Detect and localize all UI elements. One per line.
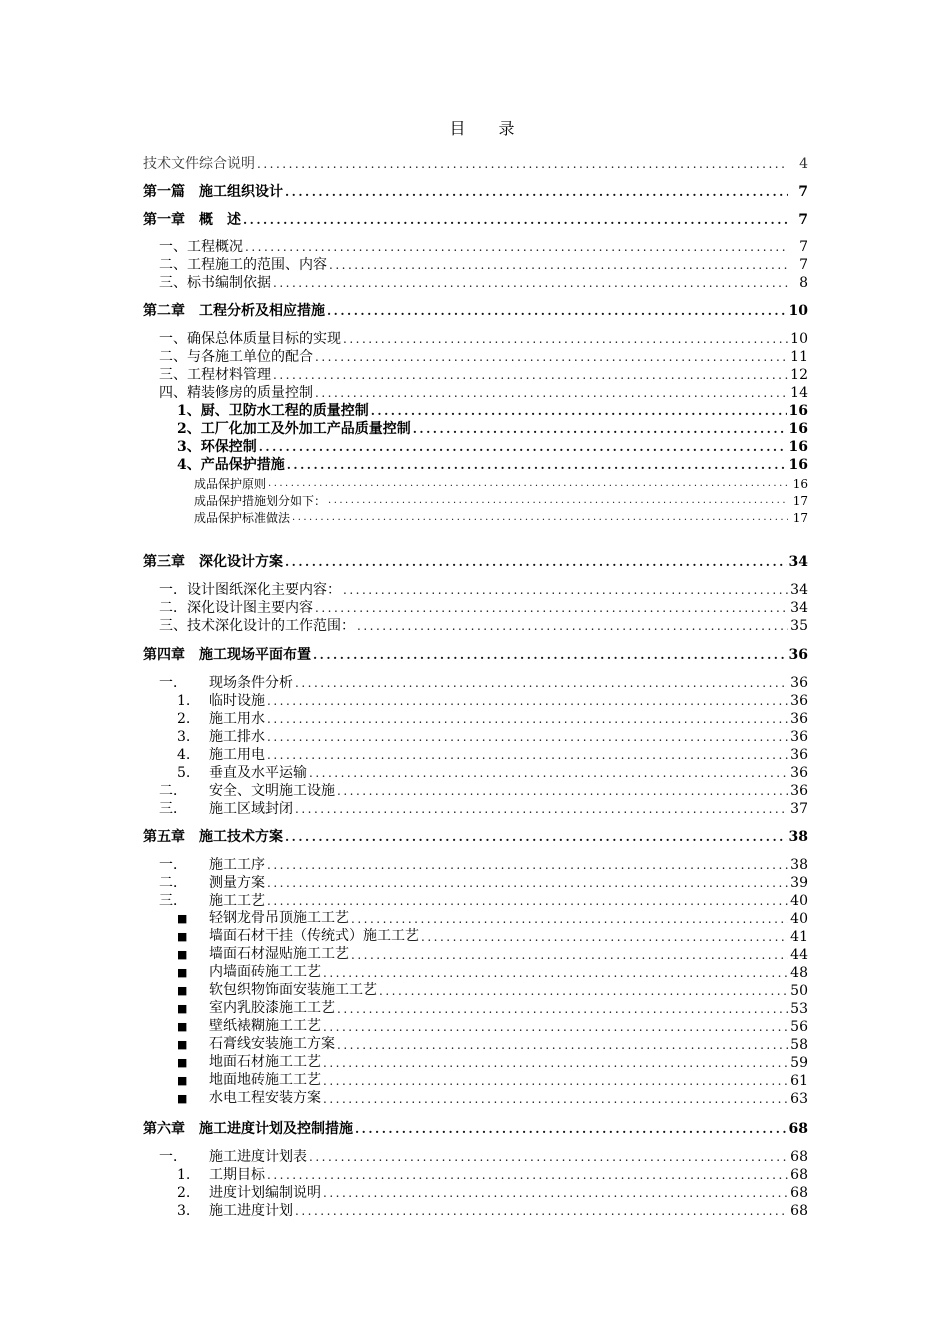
toc-entry-title: 墙面石材干挂（传统式）施工工艺 bbox=[209, 928, 419, 944]
toc-entry-title: 第四章 施工现场平面布置 bbox=[143, 647, 311, 663]
toc-entry-page: 16 bbox=[788, 403, 808, 419]
dot-leader bbox=[268, 475, 788, 493]
toc-entry-title: 施工区域封闭 bbox=[209, 801, 293, 817]
toc-entry-title: 第一章 概 述 bbox=[143, 212, 241, 228]
toc-entry[interactable] bbox=[143, 674, 808, 692]
dot-leader bbox=[285, 183, 788, 201]
toc-entry-marker: 1. bbox=[177, 693, 191, 709]
dot-leader bbox=[267, 856, 788, 874]
toc-entry-page: 44 bbox=[790, 947, 808, 963]
toc-entry-title: 技术文件综合说明 bbox=[143, 156, 255, 172]
toc-entry[interactable] bbox=[143, 183, 808, 201]
toc-entry-page: 11 bbox=[790, 349, 808, 365]
dot-leader bbox=[337, 782, 788, 800]
toc-entry[interactable] bbox=[143, 710, 808, 728]
dot-leader bbox=[351, 910, 788, 928]
dot-leader bbox=[337, 1036, 788, 1054]
dot-leader bbox=[285, 553, 787, 571]
toc-entry-page: 68 bbox=[788, 1121, 808, 1137]
toc-entry-page: 36 bbox=[790, 711, 808, 727]
toc-entry-title: 四、精装修房的质量控制 bbox=[159, 385, 313, 401]
bullet-square-icon: ■ bbox=[177, 966, 188, 979]
toc-entry-title: 水电工程安装方案 bbox=[209, 1090, 321, 1106]
toc-entry[interactable] bbox=[143, 438, 808, 456]
toc-entry-page: 37 bbox=[790, 801, 808, 817]
toc-entry-page: 36 bbox=[790, 675, 808, 691]
bullet-square-icon: ■ bbox=[177, 1038, 188, 1051]
toc-entry[interactable] bbox=[143, 874, 808, 892]
toc-heading: 目 录 bbox=[449, 119, 529, 138]
toc-entry-page: 39 bbox=[790, 875, 808, 891]
toc-entry[interactable] bbox=[143, 302, 808, 320]
toc-entry-title: 施工进度计划 bbox=[209, 1203, 293, 1219]
toc-entry-page: 8 bbox=[799, 275, 808, 291]
toc-entry[interactable] bbox=[143, 1036, 808, 1054]
toc-entry[interactable] bbox=[143, 348, 808, 366]
dot-leader bbox=[328, 492, 788, 510]
toc-entry[interactable] bbox=[143, 1018, 808, 1036]
toc-entry-title: 施工工艺 bbox=[209, 893, 265, 909]
toc-entry[interactable] bbox=[143, 964, 808, 982]
toc-entry-page: 16 bbox=[788, 457, 808, 473]
dot-leader bbox=[355, 1120, 787, 1138]
toc-entry[interactable] bbox=[143, 1148, 808, 1166]
toc-entry-marker: 4. bbox=[177, 747, 191, 763]
toc-entry-title: 第一篇 施工组织设计 bbox=[143, 184, 283, 200]
toc-entry[interactable] bbox=[143, 746, 808, 764]
toc-entry-title: 进度计划编制说明 bbox=[209, 1185, 321, 1201]
toc-entry[interactable] bbox=[143, 1072, 808, 1090]
dot-leader bbox=[327, 302, 787, 320]
dot-leader bbox=[245, 238, 788, 256]
toc-entry[interactable] bbox=[143, 1184, 808, 1202]
dot-leader bbox=[371, 402, 787, 420]
toc-entry-page: 40 bbox=[790, 893, 808, 909]
toc-entry-title: 二、与各施工单位的配合 bbox=[159, 349, 313, 365]
toc-entry-title: 第五章 施工技术方案 bbox=[143, 829, 283, 845]
dot-leader bbox=[267, 892, 788, 910]
toc-entry-page: 56 bbox=[790, 1019, 808, 1035]
dot-leader bbox=[323, 1054, 788, 1072]
bullet-square-icon: ■ bbox=[177, 948, 188, 961]
toc-entry-page: 17 bbox=[792, 494, 808, 508]
toc-entry[interactable] bbox=[143, 155, 808, 173]
toc-entry-title: 第六章 施工进度计划及控制措施 bbox=[143, 1121, 353, 1137]
dot-leader bbox=[357, 617, 788, 635]
toc-entry-title: 成品保护标准做法 bbox=[194, 511, 291, 525]
toc-entry-marker: 三． bbox=[159, 801, 187, 817]
toc-entry[interactable] bbox=[143, 692, 808, 710]
toc-entry[interactable] bbox=[143, 330, 808, 348]
bullet-square-icon: ■ bbox=[177, 1092, 188, 1105]
toc-entry-title: 二．深化设计图主要内容 bbox=[159, 600, 313, 616]
toc-entry-title: 一、确保总体质量目标的实现 bbox=[159, 331, 341, 347]
toc-entry[interactable] bbox=[143, 366, 808, 384]
toc-entry-page: 7 bbox=[798, 212, 808, 228]
toc-entry-title: 三、技术深化设计的工作范围： bbox=[159, 618, 355, 634]
dot-leader bbox=[267, 874, 788, 892]
toc-entry-page: 36 bbox=[790, 747, 808, 763]
dot-leader bbox=[295, 674, 788, 692]
dot-leader bbox=[285, 828, 787, 846]
dot-leader bbox=[267, 692, 788, 710]
toc-entry[interactable] bbox=[143, 982, 808, 1000]
toc-entry[interactable] bbox=[143, 892, 808, 910]
dot-leader bbox=[323, 1072, 788, 1090]
toc-entry[interactable] bbox=[143, 1054, 808, 1072]
toc-entry[interactable] bbox=[143, 402, 808, 420]
toc-entry[interactable] bbox=[143, 553, 808, 571]
toc-entry-page: 38 bbox=[788, 829, 808, 845]
dot-leader bbox=[257, 155, 788, 173]
dot-leader bbox=[267, 1166, 788, 1184]
bullet-square-icon: ■ bbox=[177, 1056, 188, 1069]
toc-entry[interactable] bbox=[143, 946, 808, 964]
toc-entry-page: 41 bbox=[790, 929, 808, 945]
bullet-square-icon: ■ bbox=[177, 1020, 188, 1033]
toc-entry[interactable] bbox=[143, 617, 808, 635]
toc-entry-page: 10 bbox=[788, 303, 808, 319]
dot-leader bbox=[315, 599, 788, 617]
toc-entry-title: 施工排水 bbox=[209, 729, 265, 745]
toc-entry-title: 壁纸裱糊施工工艺 bbox=[209, 1018, 321, 1034]
toc-entry[interactable] bbox=[143, 910, 808, 928]
toc-entry-title: 三、标书编制依据 bbox=[159, 275, 271, 291]
toc-entry-page: 7 bbox=[799, 257, 808, 273]
toc-entry-marker: 一． bbox=[159, 675, 187, 691]
toc-entry[interactable] bbox=[143, 211, 808, 229]
bullet-square-icon: ■ bbox=[177, 1074, 188, 1087]
toc-entry-marker: 3. bbox=[177, 729, 191, 745]
toc-entry-title: 4、产品保护措施 bbox=[177, 457, 285, 473]
dot-leader bbox=[379, 982, 788, 1000]
toc-entry-title: 一．设计图纸深化主要内容： bbox=[159, 582, 341, 598]
toc-entry-page: 36 bbox=[790, 765, 808, 781]
toc-entry-title: 二、工程施工的范围、内容 bbox=[159, 257, 327, 273]
toc-entry[interactable] bbox=[143, 928, 808, 946]
dot-leader bbox=[343, 581, 788, 599]
dot-leader bbox=[315, 348, 788, 366]
toc-entry-page: 53 bbox=[790, 1001, 808, 1017]
toc-entry-page: 68 bbox=[790, 1149, 808, 1165]
toc-entry-title: 地面地砖施工工艺 bbox=[209, 1072, 321, 1088]
toc-entry-marker: 5. bbox=[177, 765, 191, 781]
toc-entry-title: 测量方案 bbox=[209, 875, 265, 891]
toc-entry-title: 第二章 工程分析及相应措施 bbox=[143, 303, 325, 319]
toc-entry[interactable] bbox=[143, 238, 808, 256]
toc-entry-page: 7 bbox=[799, 239, 808, 255]
dot-leader bbox=[267, 710, 788, 728]
dot-leader bbox=[309, 764, 788, 782]
toc-entry-title: 施工用电 bbox=[209, 747, 265, 763]
toc-entry-title: 施工工序 bbox=[209, 857, 265, 873]
toc-entry-page: 12 bbox=[790, 367, 808, 383]
toc-entry-title: 1、厨、卫防水工程的质量控制 bbox=[177, 403, 369, 419]
toc-entry-title: 3、环保控制 bbox=[177, 439, 257, 455]
toc-entry-page: 68 bbox=[790, 1167, 808, 1183]
toc-entry[interactable] bbox=[143, 764, 808, 782]
toc-entry-title: 工期目标 bbox=[209, 1167, 265, 1183]
toc-entry[interactable] bbox=[143, 509, 808, 527]
toc-entry-marker: 二． bbox=[159, 875, 187, 891]
dot-leader bbox=[313, 646, 787, 664]
toc-entry-page: 35 bbox=[790, 618, 808, 634]
toc-entry-title: 内墙面砖施工工艺 bbox=[209, 964, 321, 980]
dot-leader bbox=[323, 1090, 788, 1108]
toc-entry-title: 地面石材施工工艺 bbox=[209, 1054, 321, 1070]
toc-entry[interactable] bbox=[143, 256, 808, 274]
toc-entry-marker: 二． bbox=[159, 783, 187, 799]
toc-entry-marker: 1. bbox=[177, 1167, 191, 1183]
toc-entry[interactable] bbox=[143, 475, 808, 493]
toc-entry-title: 施工用水 bbox=[209, 711, 265, 727]
dot-leader bbox=[292, 509, 788, 527]
toc-entry-title: 轻钢龙骨吊顶施工工艺 bbox=[209, 910, 349, 926]
toc-entry[interactable] bbox=[143, 1090, 808, 1108]
toc-entry-page: 68 bbox=[790, 1203, 808, 1219]
toc-entry-page: 36 bbox=[790, 729, 808, 745]
toc-entry-title: 垂直及水平运输 bbox=[209, 765, 307, 781]
toc-entry-title: 软包织物饰面安装施工工艺 bbox=[209, 982, 377, 998]
toc-entry-page: 40 bbox=[790, 911, 808, 927]
toc-entry[interactable] bbox=[143, 828, 808, 846]
dot-leader bbox=[315, 384, 788, 402]
toc-entry-title: 一、工程概况 bbox=[159, 239, 243, 255]
toc-entry-page: 50 bbox=[790, 983, 808, 999]
dot-leader bbox=[323, 1184, 788, 1202]
toc-entry-title: 安全、文明施工设施 bbox=[209, 783, 335, 799]
toc-entry-title: 现场条件分析 bbox=[209, 675, 293, 691]
toc-entry[interactable] bbox=[143, 420, 808, 438]
dot-leader bbox=[287, 456, 787, 474]
toc-entry-marker: 2. bbox=[177, 711, 191, 727]
toc-entry-page: 16 bbox=[788, 439, 808, 455]
dot-leader bbox=[295, 1202, 788, 1220]
toc-entry-title: 成品保护原则 bbox=[194, 477, 267, 491]
dot-leader bbox=[421, 928, 788, 946]
toc-entry[interactable] bbox=[143, 856, 808, 874]
toc-entry[interactable] bbox=[143, 1120, 808, 1138]
toc-entry[interactable] bbox=[143, 1166, 808, 1184]
dot-leader bbox=[323, 1018, 788, 1036]
toc-entry-page: 10 bbox=[790, 331, 808, 347]
dot-leader bbox=[267, 728, 788, 746]
toc-entry-page: 36 bbox=[790, 693, 808, 709]
toc-entry[interactable] bbox=[143, 492, 808, 510]
dot-leader bbox=[259, 438, 787, 456]
toc-entry-page: 34 bbox=[788, 554, 808, 570]
dot-leader bbox=[323, 964, 788, 982]
dot-leader bbox=[273, 366, 788, 384]
toc-entry-title: 2、工厂化加工及外加工产品质量控制 bbox=[177, 421, 411, 437]
toc-entry[interactable] bbox=[143, 1000, 808, 1018]
toc-entry-page: 48 bbox=[790, 965, 808, 981]
dot-leader bbox=[309, 1148, 788, 1166]
toc-entry-page: 7 bbox=[798, 184, 808, 200]
toc-entry-page: 61 bbox=[790, 1073, 808, 1089]
toc-entry-page: 34 bbox=[790, 600, 808, 616]
toc-entry[interactable] bbox=[143, 728, 808, 746]
toc-entry-page: 38 bbox=[790, 857, 808, 873]
dot-leader bbox=[337, 1000, 788, 1018]
toc-entry-marker: 3. bbox=[177, 1203, 191, 1219]
dot-leader bbox=[351, 946, 788, 964]
toc-entry-title: 成品保护措施划分如下： bbox=[194, 494, 327, 508]
toc-entry-page: 68 bbox=[790, 1185, 808, 1201]
dot-leader bbox=[273, 274, 788, 292]
toc-entry[interactable] bbox=[143, 456, 808, 474]
toc-entry-page: 36 bbox=[788, 647, 808, 663]
bullet-square-icon: ■ bbox=[177, 984, 188, 997]
dot-leader bbox=[295, 800, 788, 818]
toc-entry-page: 36 bbox=[790, 783, 808, 799]
bullet-square-icon: ■ bbox=[177, 1002, 188, 1015]
toc-entry-page: 59 bbox=[790, 1055, 808, 1071]
toc-entry-page: 16 bbox=[792, 477, 808, 491]
dot-leader bbox=[329, 256, 788, 274]
toc-entry-marker: 三． bbox=[159, 893, 187, 909]
toc-entry-marker: 一． bbox=[159, 1149, 187, 1165]
toc-entry[interactable] bbox=[143, 1202, 808, 1220]
dot-leader bbox=[243, 211, 788, 229]
toc-entry[interactable] bbox=[143, 782, 808, 800]
toc-entry-title: 施工进度计划表 bbox=[209, 1149, 307, 1165]
toc-entry-title: 室内乳胶漆施工工艺 bbox=[209, 1000, 335, 1016]
toc-entry-page: 17 bbox=[792, 511, 808, 525]
toc-entry-title: 三、工程材料管理 bbox=[159, 367, 271, 383]
toc-entry[interactable] bbox=[143, 384, 808, 402]
toc-entry-title: 临时设施 bbox=[209, 693, 265, 709]
toc-entry[interactable] bbox=[143, 800, 808, 818]
toc-entry-marker: 一． bbox=[159, 857, 187, 873]
toc-entry-page: 16 bbox=[788, 421, 808, 437]
bullet-square-icon: ■ bbox=[177, 930, 188, 943]
dot-leader bbox=[267, 746, 788, 764]
bullet-square-icon: ■ bbox=[177, 912, 188, 925]
toc-entry[interactable] bbox=[143, 274, 808, 292]
toc-entry[interactable] bbox=[143, 646, 808, 664]
toc-entry-page: 4 bbox=[799, 156, 808, 172]
toc-entry-marker: 2. bbox=[177, 1185, 191, 1201]
toc-entry-page: 34 bbox=[790, 582, 808, 598]
toc-entry-title: 墙面石材湿贴施工工艺 bbox=[209, 946, 349, 962]
toc-entry-title: 第三章 深化设计方案 bbox=[143, 554, 283, 570]
toc-entry-page: 58 bbox=[790, 1037, 808, 1053]
toc-entry-page: 63 bbox=[790, 1091, 808, 1107]
toc-entry[interactable] bbox=[143, 581, 808, 599]
toc-entry-title: 石膏线安装施工方案 bbox=[209, 1036, 335, 1052]
dot-leader bbox=[343, 330, 788, 348]
dot-leader bbox=[413, 420, 787, 438]
toc-entry[interactable] bbox=[143, 599, 808, 617]
toc-entry-page: 14 bbox=[790, 385, 808, 401]
